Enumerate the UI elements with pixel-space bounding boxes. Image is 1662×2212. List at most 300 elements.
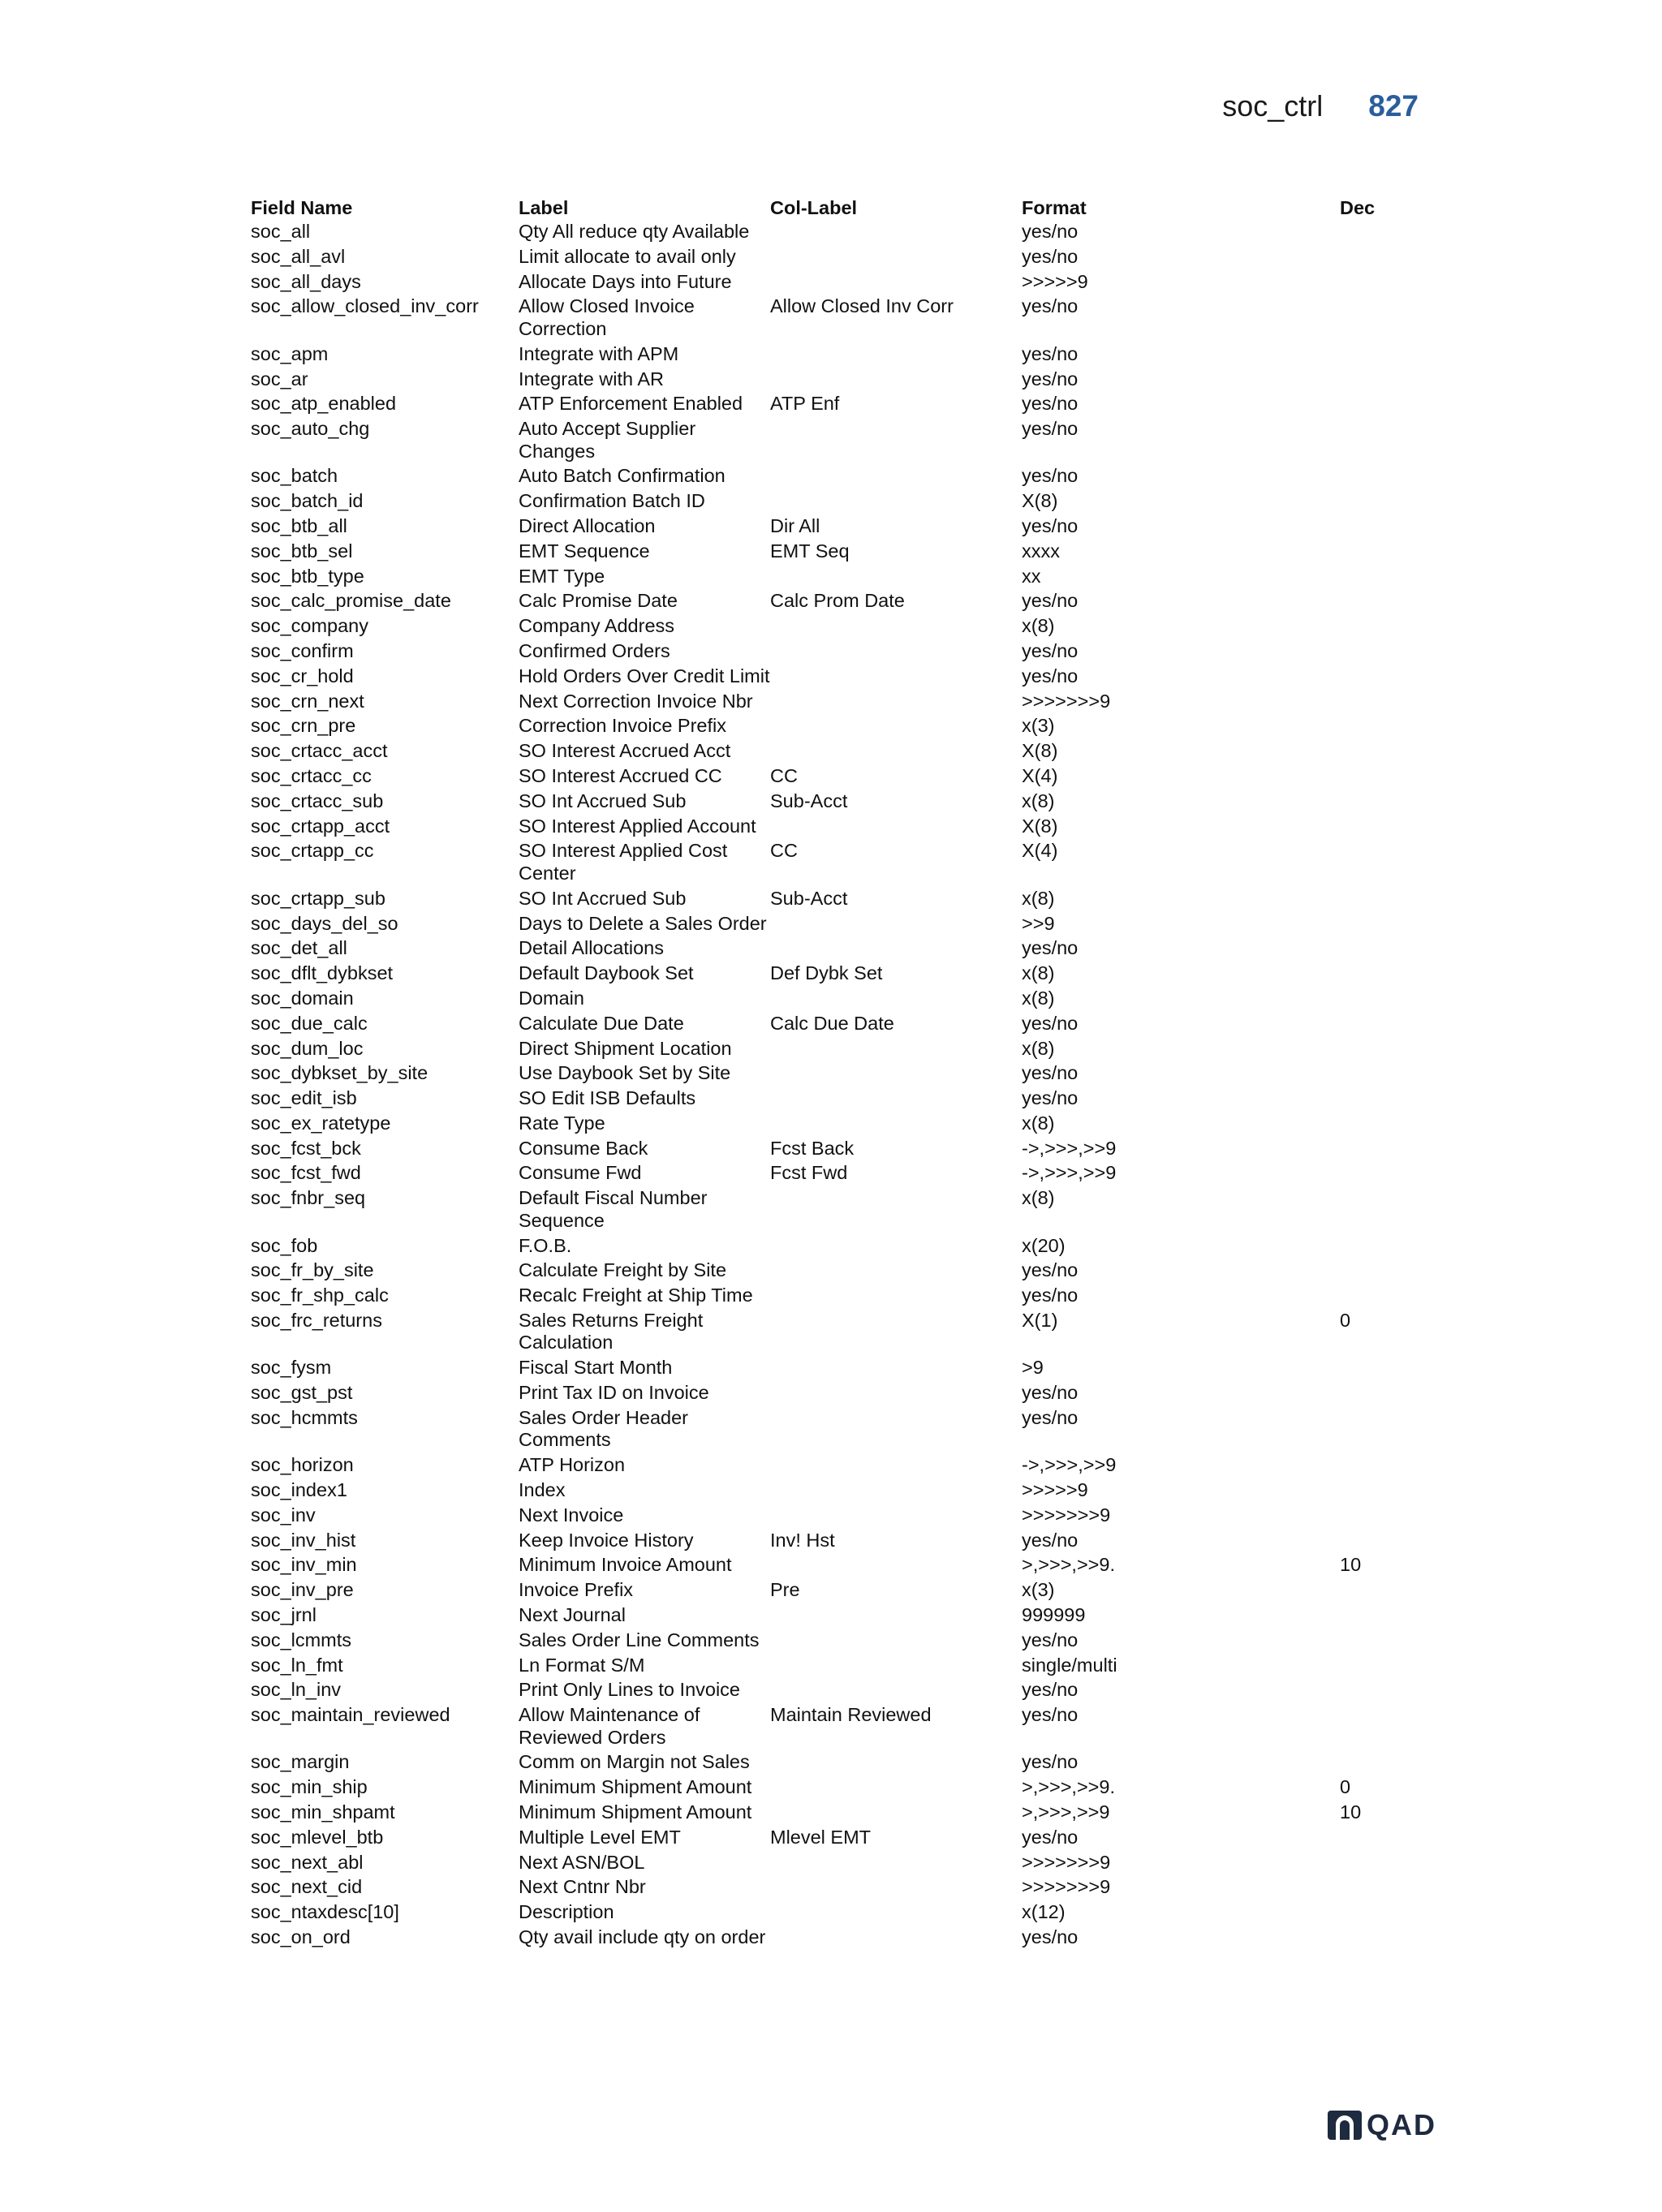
- cell-format: yes/no: [1022, 665, 1079, 686]
- cell-label: Fiscal Start Month: [519, 1357, 673, 1379]
- cell-dec: [1340, 1901, 1427, 1926]
- cell-dec: [1340, 540, 1427, 566]
- cell-dec: [1340, 1876, 1427, 1901]
- cell-format: ->,>>>,>>9: [1022, 1454, 1117, 1476]
- cell-label: Integrate with AR: [519, 368, 664, 389]
- cell-col-label: [770, 418, 1022, 465]
- table-row: [251, 343, 1427, 368]
- cell-dec: 0: [1340, 1776, 1351, 1798]
- table-row: [251, 1235, 1427, 1260]
- cell-col-label: [770, 1454, 1022, 1479]
- cell-col-label: [770, 1038, 1022, 1063]
- cell-col-label: Mlevel EMT: [770, 1826, 872, 1848]
- table-row: [251, 913, 1427, 938]
- cell-col-label: Dir All: [770, 515, 820, 537]
- cell-dec: [1340, 1604, 1427, 1629]
- cell-format: yes/no: [1022, 1012, 1079, 1034]
- column-header-format: Format: [1022, 197, 1087, 218]
- cell-format: yes/no: [1022, 1285, 1079, 1306]
- cell-label: Confirmation Batch ID: [519, 490, 705, 512]
- table-row: [251, 1704, 1427, 1751]
- cell-format: yes/no: [1022, 1062, 1079, 1084]
- table-row: [251, 888, 1427, 913]
- table-row: [251, 1926, 1427, 1952]
- cell-label: Minimum Shipment Amount: [519, 1776, 752, 1798]
- cell-format: yes/no: [1022, 368, 1079, 389]
- cell-format: yes/no: [1022, 590, 1079, 612]
- cell-format: >,>>>,>>9.: [1022, 1554, 1115, 1576]
- table-row: [251, 1604, 1427, 1629]
- cell-format: >9: [1022, 1357, 1044, 1379]
- cell-field-name: soc_ar: [251, 368, 308, 389]
- cell-field-name: soc_dum_loc: [251, 1037, 364, 1059]
- cell-format: xxxx: [1022, 540, 1060, 562]
- table-row: [251, 1087, 1427, 1112]
- cell-label: EMT Type: [519, 565, 605, 587]
- cell-dec: [1340, 590, 1427, 615]
- cell-dec: [1340, 1704, 1427, 1751]
- cell-format: yes/no: [1022, 640, 1079, 662]
- cell-dec: [1340, 1038, 1427, 1063]
- cell-dec: [1340, 418, 1427, 465]
- cell-format: >>9: [1022, 912, 1055, 934]
- cell-field-name: soc_jrnl: [251, 1603, 316, 1625]
- cell-col-label: [770, 1062, 1022, 1087]
- cell-dec: [1340, 1454, 1427, 1479]
- cell-field-name: soc_fob: [251, 1234, 318, 1256]
- table-row: [251, 1679, 1427, 1704]
- cell-dec: [1340, 962, 1427, 988]
- cell-format: x(8): [1022, 1187, 1055, 1209]
- cell-format: >>>>>>>9: [1022, 690, 1111, 712]
- cell-col-label: [770, 1629, 1022, 1655]
- cell-col-label: [770, 1776, 1022, 1801]
- cell-dec: [1340, 1679, 1427, 1704]
- cell-field-name: soc_btb_all: [251, 515, 347, 537]
- cell-format: single/multi: [1022, 1654, 1117, 1676]
- cell-format: yes/no: [1022, 418, 1079, 440]
- cell-format: yes/no: [1022, 1529, 1079, 1551]
- cell-field-name: soc_crn_next: [251, 690, 364, 712]
- cell-dec: [1340, 816, 1427, 841]
- cell-field-name: soc_batch: [251, 465, 338, 487]
- cell-field-name: soc_fysm: [251, 1357, 332, 1379]
- cell-dec: [1340, 1827, 1427, 1852]
- cell-label: ATP Horizon: [519, 1454, 626, 1476]
- cell-format: >,>>>,>>9: [1022, 1801, 1110, 1823]
- cell-col-label: Maintain Reviewed: [770, 1704, 932, 1726]
- cell-col-label: [770, 1259, 1022, 1285]
- cell-dec: [1340, 1926, 1427, 1952]
- table-row: [251, 765, 1427, 790]
- cell-format: yes/no: [1022, 1629, 1079, 1650]
- cell-dec: [1340, 343, 1427, 368]
- table-row: [251, 540, 1427, 566]
- cell-dec: [1340, 1013, 1427, 1038]
- cell-format: x(8): [1022, 987, 1055, 1009]
- cell-col-label: [770, 1876, 1022, 1901]
- cell-col-label: [770, 566, 1022, 591]
- cell-col-label: [770, 1751, 1022, 1776]
- table-row: [251, 1112, 1427, 1138]
- cell-dec: [1340, 840, 1427, 887]
- cell-format: x(20): [1022, 1234, 1066, 1256]
- table-row: [251, 490, 1427, 515]
- table-row: [251, 988, 1427, 1013]
- cell-col-label: [770, 715, 1022, 740]
- cell-col-label: [770, 271, 1022, 296]
- cell-label: EMT Sequence: [519, 540, 650, 562]
- table-row: [251, 1062, 1427, 1087]
- cell-col-label: [770, 816, 1022, 841]
- cell-format: yes/no: [1022, 1259, 1079, 1281]
- cell-label: Keep Invoice History: [519, 1529, 694, 1551]
- cell-dec: [1340, 271, 1427, 296]
- table-row: [251, 1901, 1427, 1926]
- cell-label: Next Journal: [519, 1603, 626, 1625]
- cell-dec: [1340, 740, 1427, 765]
- table-row: [251, 221, 1427, 246]
- cell-label: Allow Closed Invoice Correction: [519, 295, 695, 339]
- table-row: [251, 1259, 1427, 1285]
- cell-label: Next Invoice: [519, 1504, 624, 1526]
- cell-format: yes/no: [1022, 1704, 1079, 1726]
- cell-label: Invoice Prefix: [519, 1579, 634, 1601]
- qad-logo: [1328, 2108, 1436, 2142]
- cell-col-label: [770, 1479, 1022, 1504]
- cell-dec: [1340, 1479, 1427, 1504]
- cell-format: X(8): [1022, 740, 1058, 762]
- cell-format: x(8): [1022, 887, 1055, 909]
- cell-col-label: CC: [770, 765, 798, 787]
- cell-col-label: Sub-Acct: [770, 790, 848, 811]
- cell-label: Multiple Level EMT: [519, 1826, 681, 1848]
- cell-dec: [1340, 1751, 1427, 1776]
- cell-label: Qty All reduce qty Available: [519, 221, 750, 243]
- cell-dec: [1340, 1162, 1427, 1187]
- cell-dec: [1340, 393, 1427, 418]
- cell-format: yes/no: [1022, 245, 1079, 267]
- cell-format: x(8): [1022, 790, 1055, 811]
- cell-label: Minimum Shipment Amount: [519, 1801, 752, 1823]
- cell-dec: [1340, 1087, 1427, 1112]
- cell-dec: [1340, 640, 1427, 665]
- cell-dec: 10: [1340, 1554, 1362, 1576]
- cell-col-label: [770, 1407, 1022, 1454]
- cell-field-name: soc_batch_id: [251, 490, 364, 512]
- cell-col-label: [770, 740, 1022, 765]
- cell-format: yes/no: [1022, 1087, 1079, 1109]
- cell-label: Domain: [519, 987, 584, 1009]
- table-row: [251, 1162, 1427, 1187]
- cell-dec: [1340, 1629, 1427, 1655]
- cell-label: F.O.B.: [519, 1234, 572, 1256]
- cell-dec: 10: [1340, 1801, 1362, 1823]
- cell-format: yes/no: [1022, 1679, 1079, 1701]
- table-row: [251, 740, 1427, 765]
- table-row: [251, 1454, 1427, 1479]
- cell-format: yes/no: [1022, 515, 1079, 537]
- cell-dec: [1340, 765, 1427, 790]
- cell-format: >>>>>>>9: [1022, 1876, 1111, 1898]
- table-row: [251, 1530, 1427, 1555]
- table-row: [251, 465, 1427, 490]
- cell-format: yes/no: [1022, 1382, 1079, 1404]
- cell-label: Next ASN/BOL: [519, 1851, 645, 1873]
- cell-field-name: soc_next_cid: [251, 1876, 363, 1898]
- cell-format: ->,>>>,>>9: [1022, 1162, 1117, 1184]
- cell-field-name: soc_dybkset_by_site: [251, 1062, 428, 1084]
- cell-label: Recalc Freight at Ship Time: [519, 1285, 753, 1306]
- cell-field-name: soc_inv_min: [251, 1554, 357, 1576]
- cell-format: yes/no: [1022, 1926, 1079, 1947]
- cell-col-label: CC: [770, 840, 798, 862]
- table-row: [251, 615, 1427, 640]
- cell-format: X(8): [1022, 490, 1058, 512]
- table-header-row: [251, 197, 1427, 221]
- table-row: [251, 295, 1427, 342]
- cell-field-name: soc_fcst_bck: [251, 1137, 361, 1159]
- cell-dec: [1340, 1852, 1427, 1877]
- cell-dec: [1340, 1285, 1427, 1310]
- cell-field-name: soc_company: [251, 615, 368, 637]
- cell-dec: [1340, 1235, 1427, 1260]
- cell-field-name: soc_hcmmts: [251, 1406, 358, 1428]
- qad-logo-icon: [1328, 2111, 1362, 2140]
- cell-col-label: Calc Prom Date: [770, 590, 905, 612]
- cell-format: x(8): [1022, 1037, 1055, 1059]
- cell-label: Hold Orders Over Credit Limit: [519, 665, 770, 686]
- cell-col-label: [770, 615, 1022, 640]
- logo-text: QAD: [1367, 2108, 1436, 2141]
- column-header-col-label: Col-Label: [770, 197, 858, 218]
- cell-label: Calculate Freight by Site: [519, 1259, 727, 1281]
- cell-format: x(8): [1022, 962, 1055, 984]
- cell-field-name: soc_maintain_reviewed: [251, 1704, 450, 1726]
- table-row: [251, 1138, 1427, 1163]
- cell-label: Confirmed Orders: [519, 640, 670, 662]
- cell-format: x(12): [1022, 1901, 1066, 1923]
- cell-field-name: soc_cr_hold: [251, 665, 354, 686]
- cell-label: Comm on Margin not Sales: [519, 1751, 750, 1773]
- cell-field-name: soc_all_avl: [251, 245, 346, 267]
- cell-col-label: [770, 1801, 1022, 1827]
- table-row: [251, 566, 1427, 591]
- cell-field-name: soc_on_ord: [251, 1926, 351, 1947]
- cell-label: Print Tax ID on Invoice: [519, 1382, 709, 1404]
- table-body: [251, 221, 1427, 1952]
- cell-field-name: soc_inv_pre: [251, 1579, 354, 1601]
- cell-format: x(8): [1022, 1112, 1055, 1134]
- cell-field-name: soc_btb_sel: [251, 540, 353, 562]
- cell-label: Auto Batch Confirmation: [519, 465, 726, 487]
- cell-field-name: soc_ex_ratetype: [251, 1112, 391, 1134]
- cell-label: Limit allocate to avail only: [519, 245, 736, 267]
- cell-field-name: soc_gst_pst: [251, 1382, 353, 1404]
- table-row: [251, 1655, 1427, 1680]
- cell-col-label: Calc Due Date: [770, 1012, 894, 1034]
- cell-col-label: Fcst Fwd: [770, 1162, 848, 1184]
- cell-field-name: soc_lcmmts: [251, 1629, 352, 1650]
- table-row: [251, 1629, 1427, 1655]
- cell-label: Direct Shipment Location: [519, 1037, 732, 1059]
- table-row: [251, 1038, 1427, 1063]
- cell-col-label: [770, 640, 1022, 665]
- cell-col-label: [770, 913, 1022, 938]
- table-row: [251, 790, 1427, 816]
- table-row: [251, 271, 1427, 296]
- cell-field-name: soc_allow_closed_inv_corr: [251, 295, 479, 317]
- cell-field-name: soc_next_abl: [251, 1851, 364, 1873]
- cell-col-label: [770, 1357, 1022, 1382]
- cell-col-label: Inv! Hst: [770, 1529, 835, 1551]
- cell-dec: [1340, 566, 1427, 591]
- table-row: [251, 1776, 1427, 1801]
- cell-format: X(4): [1022, 840, 1058, 862]
- cell-label: Direct Allocation: [519, 515, 656, 537]
- table-row: [251, 962, 1427, 988]
- cell-field-name: soc_fr_by_site: [251, 1259, 374, 1281]
- cell-dec: [1340, 490, 1427, 515]
- cell-label: Detail Allocations: [519, 937, 664, 959]
- cell-col-label: [770, 465, 1022, 490]
- cell-field-name: soc_ln_fmt: [251, 1654, 343, 1676]
- cell-field-name: soc_dflt_dybkset: [251, 962, 394, 984]
- cell-label: Consume Fwd: [519, 1162, 642, 1184]
- table-row: [251, 1827, 1427, 1852]
- cell-col-label: [770, 343, 1022, 368]
- cell-field-name: soc_edit_isb: [251, 1087, 357, 1109]
- cell-label: Allocate Days into Future: [519, 270, 732, 292]
- cell-col-label: [770, 1504, 1022, 1530]
- cell-dec: [1340, 246, 1427, 271]
- cell-col-label: Allow Closed Inv Corr: [770, 295, 954, 317]
- field-table: [251, 197, 1427, 1952]
- cell-label: SO Interest Applied Account: [519, 815, 756, 837]
- table-row: [251, 1407, 1427, 1454]
- cell-format: x(3): [1022, 1579, 1055, 1601]
- cell-label: Ln Format S/M: [519, 1654, 645, 1676]
- table-row: [251, 816, 1427, 841]
- cell-label: Next Cntnr Nbr: [519, 1876, 646, 1898]
- cell-format: yes/no: [1022, 221, 1079, 243]
- cell-col-label: Sub-Acct: [770, 887, 848, 909]
- cell-dec: 0: [1340, 1309, 1351, 1331]
- cell-format: x(3): [1022, 715, 1055, 737]
- cell-field-name: soc_det_all: [251, 937, 347, 959]
- cell-field-name: soc_crtapp_acct: [251, 815, 390, 837]
- cell-col-label: [770, 1112, 1022, 1138]
- cell-label: Consume Back: [519, 1137, 648, 1159]
- column-header-label: Label: [519, 197, 569, 218]
- cell-field-name: soc_margin: [251, 1751, 350, 1773]
- cell-field-name: soc_days_del_so: [251, 912, 398, 934]
- cell-field-name: soc_crtacc_sub: [251, 790, 384, 811]
- cell-dec: [1340, 1655, 1427, 1680]
- cell-field-name: soc_inv: [251, 1504, 316, 1526]
- cell-label: Rate Type: [519, 1112, 605, 1134]
- cell-field-name: soc_all: [251, 221, 311, 243]
- cell-field-name: soc_ntaxdesc[10]: [251, 1901, 399, 1923]
- cell-label: Calculate Due Date: [519, 1012, 684, 1034]
- cell-col-label: EMT Seq: [770, 540, 850, 562]
- cell-dec: [1340, 665, 1427, 691]
- cell-format: >>>>>9: [1022, 270, 1088, 292]
- table-row: [251, 1479, 1427, 1504]
- cell-format: X(1): [1022, 1309, 1058, 1331]
- table-row: [251, 1876, 1427, 1901]
- cell-format: yes/no: [1022, 393, 1079, 415]
- cell-dec: [1340, 1504, 1427, 1530]
- cell-format: x(8): [1022, 615, 1055, 637]
- cell-dec: [1340, 221, 1427, 246]
- cell-dec: [1340, 1259, 1427, 1285]
- cell-field-name: soc_confirm: [251, 640, 354, 662]
- table-row: [251, 246, 1427, 271]
- cell-col-label: [770, 1087, 1022, 1112]
- cell-label: Index: [519, 1478, 566, 1500]
- cell-label: Use Daybook Set by Site: [519, 1062, 731, 1084]
- cell-format: ->,>>>,>>9: [1022, 1137, 1117, 1159]
- cell-format: >>>>>>>9: [1022, 1851, 1111, 1873]
- cell-col-label: Fcst Back: [770, 1137, 855, 1159]
- cell-col-label: Def Dybk Set: [770, 962, 883, 984]
- cell-col-label: [770, 1604, 1022, 1629]
- cell-field-name: soc_due_calc: [251, 1012, 368, 1034]
- cell-format: yes/no: [1022, 1751, 1079, 1773]
- cell-format: 999999: [1022, 1603, 1086, 1625]
- cell-col-label: [770, 1187, 1022, 1234]
- cell-label: Sales Returns Freight Calculation: [519, 1309, 704, 1353]
- table-row: [251, 640, 1427, 665]
- cell-field-name: soc_all_days: [251, 270, 361, 292]
- cell-label: Sales Order Header Comments: [519, 1406, 688, 1451]
- table-row: [251, 1382, 1427, 1407]
- table-row: [251, 1579, 1427, 1604]
- table-row: [251, 1801, 1427, 1827]
- cell-dec: [1340, 295, 1427, 342]
- table-row: [251, 590, 1427, 615]
- cell-field-name: soc_ln_inv: [251, 1679, 342, 1701]
- cell-dec: [1340, 913, 1427, 938]
- cell-col-label: [770, 1235, 1022, 1260]
- cell-label: ATP Enforcement Enabled: [519, 393, 743, 415]
- cell-label: Integrate with APM: [519, 342, 679, 364]
- cell-format: X(8): [1022, 815, 1058, 837]
- cell-field-name: soc_btb_type: [251, 565, 364, 587]
- cell-label: Default Fiscal Number Sequence: [519, 1187, 708, 1231]
- cell-dec: [1340, 368, 1427, 394]
- cell-dec: [1340, 1530, 1427, 1555]
- cell-col-label: Pre: [770, 1579, 800, 1601]
- cell-field-name: soc_domain: [251, 987, 354, 1009]
- cell-field-name: soc_auto_chg: [251, 418, 370, 440]
- cell-format: yes/no: [1022, 1406, 1079, 1428]
- cell-format: yes/no: [1022, 937, 1079, 959]
- cell-field-name: soc_min_shpamt: [251, 1801, 395, 1823]
- cell-label: Sales Order Line Comments: [519, 1629, 760, 1650]
- table-row: [251, 1013, 1427, 1038]
- cell-label: Auto Accept Supplier Changes: [519, 418, 696, 462]
- table-row: [251, 691, 1427, 716]
- cell-col-label: [770, 246, 1022, 271]
- cell-field-name: soc_calc_promise_date: [251, 590, 451, 612]
- cell-format: yes/no: [1022, 342, 1079, 364]
- cell-field-name: soc_horizon: [251, 1454, 354, 1476]
- cell-col-label: ATP Enf: [770, 393, 840, 415]
- cell-col-label: [770, 1285, 1022, 1310]
- cell-dec: [1340, 1062, 1427, 1087]
